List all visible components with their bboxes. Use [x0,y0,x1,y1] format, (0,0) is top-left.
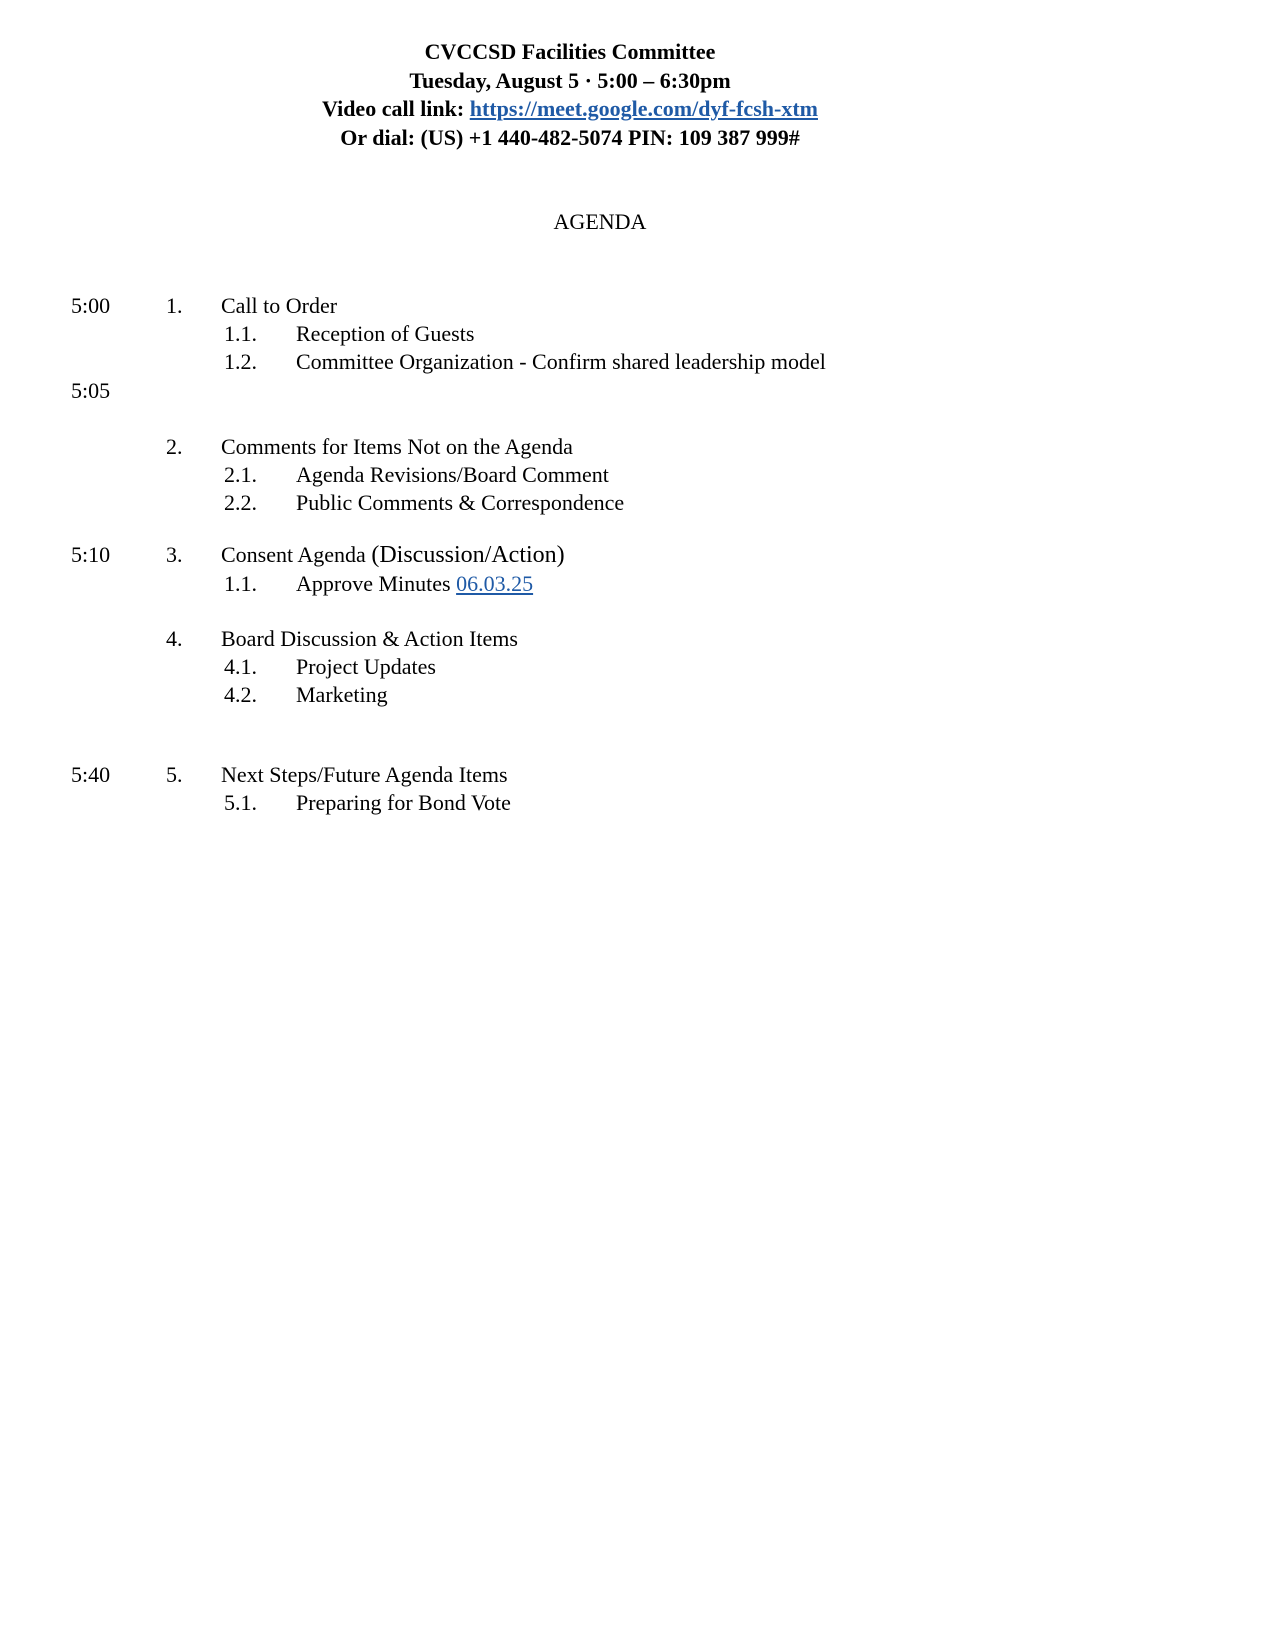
agenda-subitem-title: Reception of Guests [296,321,475,346]
agenda-subitem-number: 5.1. [224,790,257,815]
agenda-subitem-title: Preparing for Bond Vote [296,790,511,815]
agenda-item-number: 4. [166,626,183,651]
minutes-link[interactable]: 06.03.25 [456,571,534,596]
agenda-subitem-number: 2.2. [224,490,257,515]
time-slot: 5:00 [71,293,111,318]
agenda-subitem-number: 1.2. [224,349,257,374]
agenda-item-title-text: Consent Agenda [221,542,372,567]
agenda-subitem-number: 4.1. [224,654,257,679]
agenda-item-title-note: (Discussion/Action) [371,542,565,568]
agenda-item-number: 3. [166,542,183,567]
agenda-item-title: Call to Order [221,293,338,318]
agenda-subitem-title-text: Approve Minutes [296,571,457,596]
agenda-item-title: Board Discussion & Action Items [221,626,518,651]
agenda-subitem-number: 4.2. [224,682,257,707]
agenda-subitem-title: Agenda Revisions/Board Comment [296,462,609,487]
meeting-datetime: Tuesday, August 5 · 5:00 – 6:30pm [409,67,731,93]
agenda-item-number: 2. [166,434,183,459]
time-slot: 5:40 [71,762,111,787]
agenda-item-number: 1. [166,293,183,318]
agenda-subitem-title: Public Comments & Correspondence [296,490,625,515]
agenda-item-title: Comments for Items Not on the Agenda [221,434,573,459]
agenda-subitem-title [296,570,533,598]
time-slot: 5:05 [71,378,111,403]
agenda-item-number: 5. [166,762,183,787]
time-slot: 5:10 [71,542,111,567]
document-header [0,38,1275,152]
dial-in-info: Or dial: (US) +1 440-482-5074 PIN: 109 387 999# [340,124,800,150]
agenda-item-title [221,541,565,569]
agenda-item-title: Next Steps/Future Agenda Items [221,762,508,787]
video-call-label: Video call link: [322,96,470,121]
video-call-link[interactable]: https://meet.google.com/dyf-fcsh-xtm [469,96,818,121]
committee-title: CVCCSD Facilities Committee [424,39,716,64]
agenda-subitem-title: Marketing [296,682,388,707]
agenda-subitem-number: 2.1. [224,462,257,487]
agenda-subitem-title: Project Updates [296,654,436,679]
agenda-subitem-number: 1.1. [224,571,257,596]
video-call-line [0,95,1140,124]
agenda-heading: AGENDA [553,209,647,234]
agenda-subitem-number: 1.1. [224,321,257,346]
agenda-subitem-title: Committee Organization - Confirm shared leadership model [296,349,826,374]
